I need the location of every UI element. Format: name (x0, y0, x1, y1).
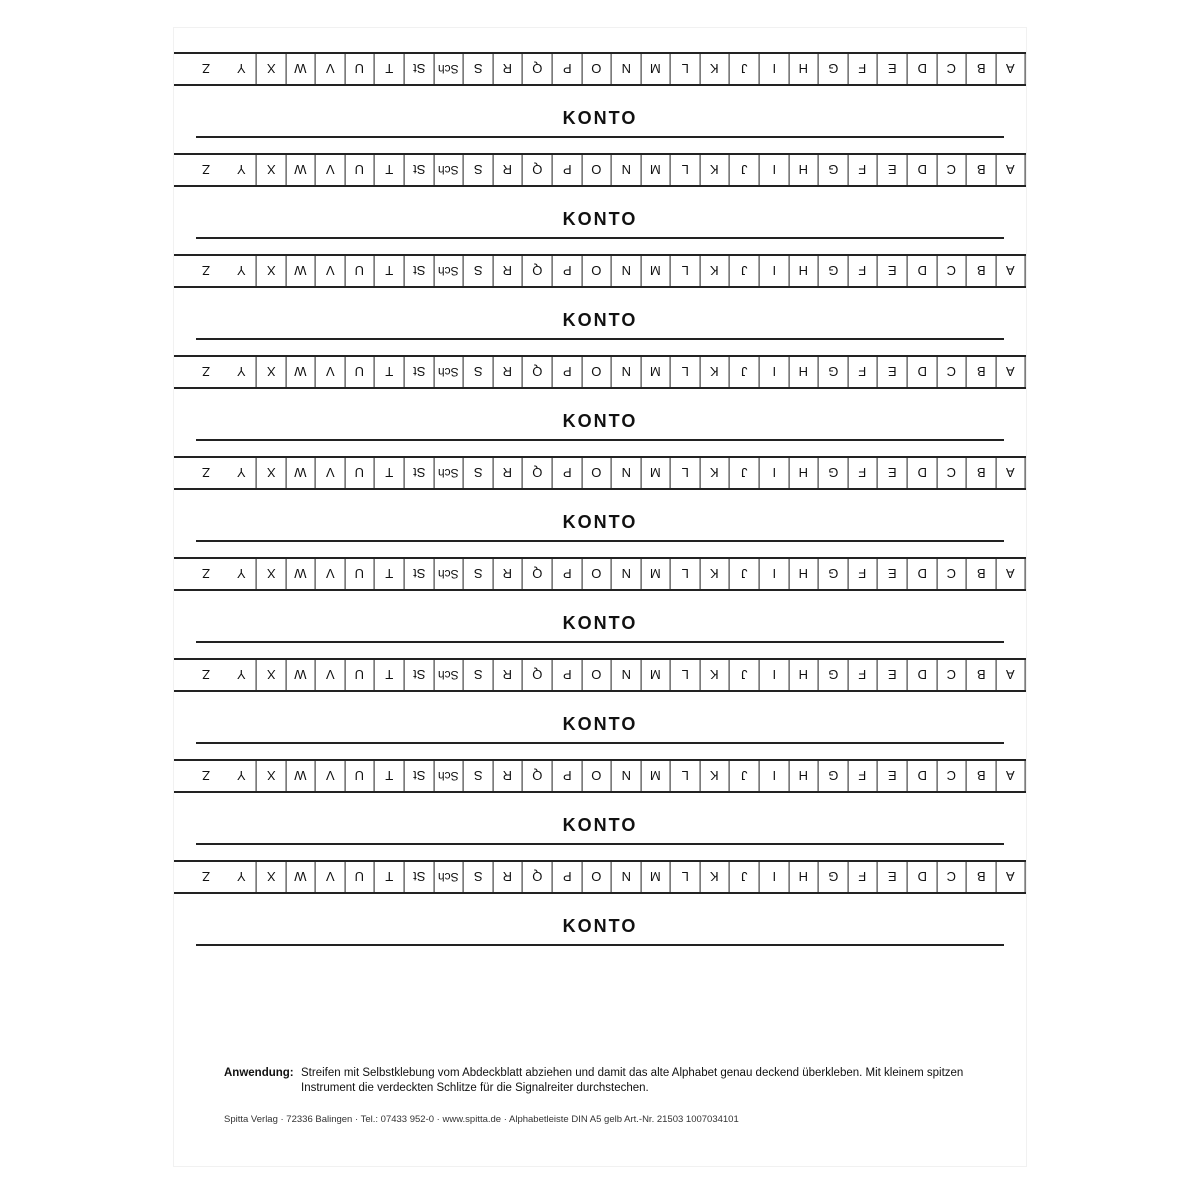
tab-letter: E (878, 761, 908, 791)
tab-letter: D (908, 761, 938, 791)
tab-letter: K (700, 660, 730, 690)
tab-letter: R (493, 155, 523, 185)
tab-letter: V (316, 862, 346, 892)
tab-letter: G (819, 862, 849, 892)
tab-letter: G (819, 256, 849, 286)
konto-write-line (196, 338, 1004, 340)
tab-letter: J (730, 54, 760, 84)
tab-letter: I (760, 155, 790, 185)
alphabet-strip (174, 354, 1026, 455)
tab-letter: G (819, 54, 849, 84)
tab-letter: F (848, 54, 878, 84)
tab-letter: K (700, 862, 730, 892)
tab-letter: I (760, 357, 790, 387)
tab-letter: U (345, 357, 375, 387)
tab-letter: G (819, 458, 849, 488)
tab-letter: L (671, 660, 701, 690)
tab-letter: N (612, 357, 642, 387)
tab-letter: W (286, 155, 316, 185)
tab-letter: Q (523, 256, 553, 286)
tab-letter: O (582, 256, 612, 286)
tab-letter: A (996, 357, 1026, 387)
tab-letter: H (789, 357, 819, 387)
tab-letter: V (316, 559, 346, 589)
tab-letter: A (996, 862, 1026, 892)
tab-letter: O (582, 862, 612, 892)
tab-letter: E (878, 155, 908, 185)
tab-letter: G (819, 660, 849, 690)
tab-letter: W (286, 559, 316, 589)
tab-letter: B (967, 357, 997, 387)
tab-letter: Z (202, 869, 210, 885)
tab-letter: A (996, 660, 1026, 690)
tab-letter: P (553, 357, 583, 387)
alphabet-strip (174, 51, 1026, 152)
tab-letter: X (257, 761, 287, 791)
tab-letter: J (730, 357, 760, 387)
tab-letter: Sch (434, 559, 464, 589)
konto-write-line (196, 439, 1004, 441)
tab-letter: Y (227, 660, 257, 690)
tab-letter: B (967, 155, 997, 185)
tab-letter: T (375, 862, 405, 892)
tab-letter: D (908, 155, 938, 185)
tab-letter: Sch (434, 357, 464, 387)
tab-letter: F (848, 660, 878, 690)
tab-letter: Q (523, 761, 553, 791)
alphabet-strip (174, 455, 1026, 556)
alphabet-strip (174, 758, 1026, 859)
tab-letter: Q (523, 458, 553, 488)
tab-letter: S (464, 559, 494, 589)
tab-letter: G (819, 761, 849, 791)
tab-letter: W (286, 54, 316, 84)
tab-letter: D (908, 54, 938, 84)
tab-letter: F (848, 458, 878, 488)
tab-letter: B (967, 256, 997, 286)
tab-letter: Y (227, 761, 257, 791)
tab-letter: B (967, 660, 997, 690)
tab-letter: St (405, 559, 435, 589)
tab-letter: R (493, 660, 523, 690)
tab-letter: P (553, 155, 583, 185)
tab-letter: Sch (434, 761, 464, 791)
tab-letter: I (760, 256, 790, 286)
tab-letter: M (641, 559, 671, 589)
konto-write-line (196, 641, 1004, 643)
tab-letter: St (405, 862, 435, 892)
tab-letter: H (789, 256, 819, 286)
tab-letter: X (257, 357, 287, 387)
tab-letter: D (908, 660, 938, 690)
tab-letter: Sch (434, 660, 464, 690)
tab-letter: X (257, 155, 287, 185)
tab-letter: S (464, 660, 494, 690)
tab-letter: M (641, 256, 671, 286)
tab-letter: Sch (434, 458, 464, 488)
tab-letter: U (345, 458, 375, 488)
tab-letter: U (345, 761, 375, 791)
tab-letter: E (878, 256, 908, 286)
tab-letter: H (789, 155, 819, 185)
tab-letter: J (730, 761, 760, 791)
konto-label: KONTO (562, 815, 638, 835)
tab-letter: St (405, 660, 435, 690)
tab-letter: H (789, 458, 819, 488)
tab-letter: Z (202, 61, 210, 77)
tab-letter: W (286, 761, 316, 791)
tab-letter: A (996, 559, 1026, 589)
tab-letter: G (819, 155, 849, 185)
tab-letter: Y (227, 256, 257, 286)
tab-letter: A (996, 458, 1026, 488)
tab-letter: S (464, 458, 494, 488)
tab-letter: U (345, 660, 375, 690)
tab-letter: E (878, 559, 908, 589)
tab-letter: N (612, 660, 642, 690)
tab-letter: X (257, 559, 287, 589)
tab-letter: H (789, 54, 819, 84)
tab-letter: Y (227, 54, 257, 84)
konto-write-line (196, 237, 1004, 239)
tab-letter: Z (202, 364, 210, 380)
tab-letter: B (967, 458, 997, 488)
tab-letter: S (464, 357, 494, 387)
tab-letter: C (937, 761, 967, 791)
tab-letter: P (553, 256, 583, 286)
tab-letter: W (286, 256, 316, 286)
tab-letter: P (553, 559, 583, 589)
tab-letter: A (996, 761, 1026, 791)
tab-letter: T (375, 357, 405, 387)
tab-letter: Sch (434, 862, 464, 892)
konto-label: KONTO (562, 512, 638, 532)
tab-letter: P (553, 660, 583, 690)
tab-letter: M (641, 357, 671, 387)
tab-letter: N (612, 458, 642, 488)
konto-label: KONTO (562, 310, 638, 330)
tab-letter: E (878, 660, 908, 690)
tab-letter: L (671, 256, 701, 286)
tab-letter: Sch (434, 256, 464, 286)
tab-letter: F (848, 862, 878, 892)
tab-letter: A (996, 256, 1026, 286)
tab-letter: C (937, 155, 967, 185)
tab-letter: M (641, 660, 671, 690)
alphabet-strip (174, 152, 1026, 253)
tab-letter: Z (202, 667, 210, 683)
tab-letter: A (996, 54, 1026, 84)
tab-letter: H (789, 862, 819, 892)
tab-letter: X (257, 458, 287, 488)
tab-letter: I (760, 458, 790, 488)
tab-letter: X (257, 256, 287, 286)
tab-letter: N (612, 256, 642, 286)
tab-letter: M (641, 458, 671, 488)
tab-letter: E (878, 458, 908, 488)
tab-letter: O (582, 559, 612, 589)
tab-letter: R (493, 54, 523, 84)
tab-letter: K (700, 155, 730, 185)
tab-letter: V (316, 155, 346, 185)
tab-letter: Z (202, 566, 210, 582)
tab-letter: T (375, 54, 405, 84)
tab-letter: Y (227, 458, 257, 488)
tab-letter: C (937, 660, 967, 690)
tab-letter: K (700, 559, 730, 589)
tab-letter: T (375, 761, 405, 791)
tab-letter: T (375, 256, 405, 286)
konto-write-line (196, 843, 1004, 845)
tab-letter: J (730, 559, 760, 589)
tab-letter: C (937, 256, 967, 286)
tab-letter: J (730, 660, 760, 690)
tab-letter: St (405, 458, 435, 488)
konto-write-line (196, 944, 1004, 946)
tab-letter: D (908, 458, 938, 488)
tab-letter: Z (202, 162, 210, 178)
tab-letter: N (612, 761, 642, 791)
tab-letter: G (819, 559, 849, 589)
tab-letter: C (937, 559, 967, 589)
tab-letter: V (316, 761, 346, 791)
tab-letter: V (316, 54, 346, 84)
tab-letter: L (671, 155, 701, 185)
tab-letter: L (671, 761, 701, 791)
tab-letter: F (848, 155, 878, 185)
tab-letter: N (612, 155, 642, 185)
tab-letter: Sch (434, 155, 464, 185)
tab-letter: Z (202, 263, 210, 279)
tab-letter: O (582, 458, 612, 488)
tab-letter: K (700, 458, 730, 488)
tab-letter: J (730, 256, 760, 286)
tab-letter: J (730, 155, 760, 185)
tab-letter: I (760, 862, 790, 892)
alphabet-strip (174, 556, 1026, 657)
tab-letter: L (671, 357, 701, 387)
label-sheet (174, 28, 1026, 1166)
tab-letter: R (493, 458, 523, 488)
tab-letter: O (582, 660, 612, 690)
tab-letter: B (967, 761, 997, 791)
tab-letter: U (345, 54, 375, 84)
alphabet-tab-row (174, 658, 1026, 692)
alphabet-tab-row (174, 456, 1026, 490)
tab-letter: D (908, 357, 938, 387)
tab-letter: N (612, 54, 642, 84)
tab-letter: C (937, 54, 967, 84)
tab-letter: T (375, 559, 405, 589)
tab-letter: E (878, 357, 908, 387)
tab-letter: C (937, 458, 967, 488)
publisher-footer: Spitta Verlag · 72336 Balingen · Tel.: 07433 952-0 · www.spitta.de · Alphabetleiste DIN A5 gelb Art.-Nr. 21503 1007034101 (224, 1114, 739, 1125)
konto-label: KONTO (562, 209, 638, 229)
tab-letter: C (937, 862, 967, 892)
tab-letter: W (286, 660, 316, 690)
tab-letter: I (760, 761, 790, 791)
tab-letter: St (405, 357, 435, 387)
tab-letter: E (878, 862, 908, 892)
tab-letter: W (286, 862, 316, 892)
tab-letter: K (700, 54, 730, 84)
tab-letter: M (641, 862, 671, 892)
strip-list (174, 51, 1026, 960)
tab-letter: Sch (434, 54, 464, 84)
tab-letter: St (405, 761, 435, 791)
tab-letter: T (375, 155, 405, 185)
alphabet-tab-row (174, 557, 1026, 591)
tab-letter: V (316, 458, 346, 488)
tab-letter: R (493, 256, 523, 286)
konto-label: KONTO (562, 613, 638, 633)
tab-letter: W (286, 357, 316, 387)
tab-letter: R (493, 761, 523, 791)
tab-letter: P (553, 458, 583, 488)
tab-letter: St (405, 155, 435, 185)
tab-letter: J (730, 862, 760, 892)
tab-letter: R (493, 559, 523, 589)
tab-letter: D (908, 256, 938, 286)
tab-letter: Y (227, 559, 257, 589)
tab-letter: T (375, 458, 405, 488)
tab-letter: V (316, 357, 346, 387)
tab-letter: A (996, 155, 1026, 185)
tab-letter: S (464, 155, 494, 185)
tab-letter: O (582, 761, 612, 791)
tab-letter: St (405, 54, 435, 84)
tab-letter: S (464, 862, 494, 892)
tab-letter: O (582, 155, 612, 185)
konto-label: KONTO (562, 916, 638, 936)
tab-letter: U (345, 256, 375, 286)
tab-letter: S (464, 54, 494, 84)
tab-letter: Y (227, 357, 257, 387)
tab-letter: I (760, 559, 790, 589)
tab-letter: C (937, 357, 967, 387)
tab-letter: K (700, 357, 730, 387)
alphabet-strip (174, 859, 1026, 960)
tab-letter: G (819, 357, 849, 387)
tab-letter: St (405, 256, 435, 286)
tab-letter: Q (523, 357, 553, 387)
tab-letter: N (612, 862, 642, 892)
tab-letter: L (671, 54, 701, 84)
tab-letter: V (316, 256, 346, 286)
alphabet-tab-row (174, 153, 1026, 187)
tab-letter: S (464, 761, 494, 791)
tab-letter: R (493, 357, 523, 387)
konto-write-line (196, 540, 1004, 542)
usage-label: Anwendung: (224, 1067, 294, 1079)
tab-letter: J (730, 458, 760, 488)
tab-letter: M (641, 155, 671, 185)
konto-label: KONTO (562, 714, 638, 734)
tab-letter: L (671, 458, 701, 488)
tab-letter: F (848, 761, 878, 791)
tab-letter: X (257, 54, 287, 84)
tab-letter: H (789, 559, 819, 589)
tab-letter: L (671, 862, 701, 892)
tab-letter: M (641, 54, 671, 84)
alphabet-strip (174, 657, 1026, 758)
tab-letter: P (553, 54, 583, 84)
tab-letter: U (345, 862, 375, 892)
alphabet-tab-row (174, 355, 1026, 389)
alphabet-tab-row (174, 759, 1026, 793)
tab-letter: K (700, 256, 730, 286)
tab-letter: B (967, 54, 997, 84)
tab-letter: B (967, 559, 997, 589)
tab-letter: Q (523, 54, 553, 84)
alphabet-strip (174, 253, 1026, 354)
tab-letter: P (553, 761, 583, 791)
tab-letter: W (286, 458, 316, 488)
tab-letter: Q (523, 559, 553, 589)
tab-letter: Q (523, 660, 553, 690)
alphabet-tab-row (174, 860, 1026, 894)
tab-letter: F (848, 256, 878, 286)
tab-letter: Y (227, 155, 257, 185)
tab-letter: R (493, 862, 523, 892)
tab-letter: V (316, 660, 346, 690)
tab-letter: Q (523, 155, 553, 185)
tab-letter: I (760, 660, 790, 690)
tab-letter: Y (227, 862, 257, 892)
alphabet-tab-row (174, 254, 1026, 288)
tab-letter: M (641, 761, 671, 791)
tab-letter: S (464, 256, 494, 286)
tab-letter: E (878, 54, 908, 84)
tab-letter: F (848, 357, 878, 387)
konto-label: KONTO (562, 108, 638, 128)
tab-letter: L (671, 559, 701, 589)
tab-letter: P (553, 862, 583, 892)
tab-letter: F (848, 559, 878, 589)
usage-text: Streifen mit Selbstklebung vom Abdeckblatt abziehen und damit das alte Alphabet genau deckend überkleben. Mit kleinem spitzen Instrument die verdeckten Schlitze für die Signalreiter durchstechen. (301, 1067, 964, 1094)
konto-write-line (196, 742, 1004, 744)
tab-letter: U (345, 559, 375, 589)
tab-letter: Z (202, 465, 210, 481)
tab-letter: O (582, 54, 612, 84)
tab-letter: I (760, 54, 790, 84)
alphabet-tab-row (174, 52, 1026, 86)
konto-label: KONTO (562, 411, 638, 431)
tab-letter: B (967, 862, 997, 892)
tab-letter: X (257, 660, 287, 690)
tab-letter: X (257, 862, 287, 892)
tab-letter: H (789, 761, 819, 791)
tab-letter: Z (202, 768, 210, 784)
usage-instructions (224, 1066, 994, 1096)
tab-letter: Q (523, 862, 553, 892)
tab-letter: N (612, 559, 642, 589)
tab-letter: H (789, 660, 819, 690)
tab-letter: D (908, 862, 938, 892)
tab-letter: T (375, 660, 405, 690)
tab-letter: O (582, 357, 612, 387)
tab-letter: U (345, 155, 375, 185)
tab-letter: D (908, 559, 938, 589)
tab-letter: K (700, 761, 730, 791)
konto-write-line (196, 136, 1004, 138)
